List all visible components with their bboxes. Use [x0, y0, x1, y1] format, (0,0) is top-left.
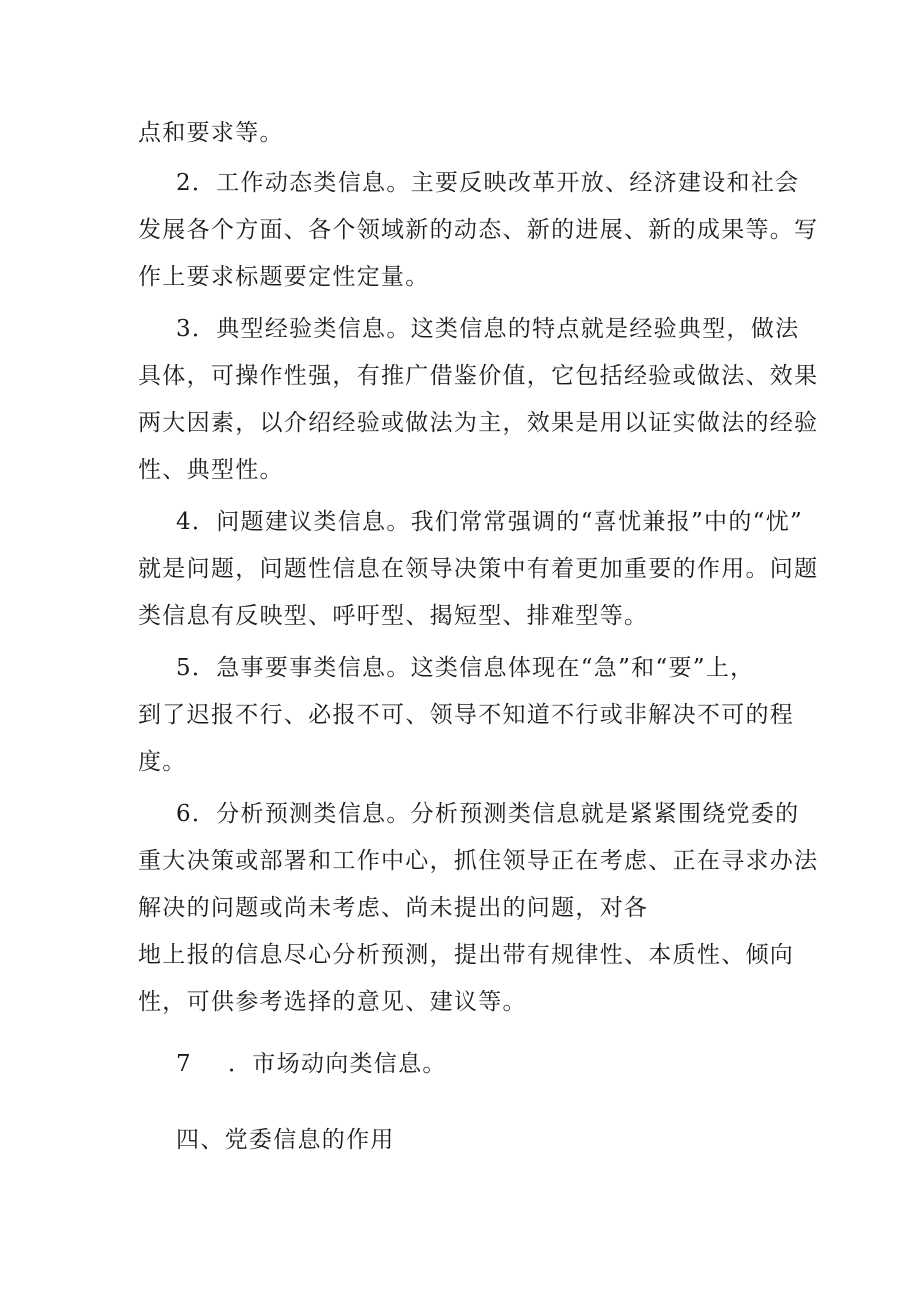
text-line: 解决的问题或尚未考虑、尚未提出的问题，对各: [138, 895, 649, 921]
item-3-line: 3．典型经验类信息。这类信息的特点就是经验典型，做法: [176, 316, 800, 342]
item-7-number: 7: [176, 1051, 192, 1077]
text-line: 地上报的信息尽心分析预测，提出带有规律性、本质性、倾向: [138, 942, 795, 968]
item-6-line: 6．分析预测类信息。分析预测类信息就是紧紧围绕党委的: [176, 801, 800, 827]
text-line: 就是问题，问题性信息在领导决策中有着更加重要的作用。问题: [138, 556, 819, 582]
text-line: 到了迟报不行、必报不可、领导不知道不行或非解决不可的程: [138, 702, 795, 728]
section-heading: 四、党委信息的作用: [176, 1127, 395, 1153]
text-line: 度。: [138, 749, 187, 775]
text-line: 两大因素，以介绍经验或做法为主，效果是用以证实做法的经验: [138, 410, 819, 436]
text-line: 作上要求标题要定性定量。: [138, 264, 430, 290]
text-line: 点和要求等。: [138, 120, 284, 146]
text-line: 类信息有反映型、呼吁型、揭短型、排难型等。: [138, 603, 649, 629]
item-7-line: [176, 1049, 447, 1079]
item-4-line: 4．问题建议类信息。我们常常强调的“喜忧兼报”中的“忧”: [176, 509, 804, 535]
text-line: 具体，可操作性强，有推广借鉴价值，它包括经验或做法、效果: [138, 363, 819, 389]
item-2-line: 2．工作动态类信息。主要反映改革开放、经济建设和社会: [176, 170, 800, 196]
text-line: 发展各个方面、各个领域新的动态、新的进展、新的成果等。写: [138, 217, 819, 243]
text-line: 重大决策或部署和工作中心，抓住领导正在考虑、正在寻求办法: [138, 848, 819, 874]
text-line: 性，可供参考选择的意见、建议等。: [138, 989, 527, 1015]
item-5-line: 5．急事要事类信息。这类信息体现在“急”和“要”上，: [176, 655, 755, 681]
text-line: 性、典型性。: [138, 457, 284, 483]
item-7-text: ．市场动向类信息。: [228, 1051, 447, 1077]
